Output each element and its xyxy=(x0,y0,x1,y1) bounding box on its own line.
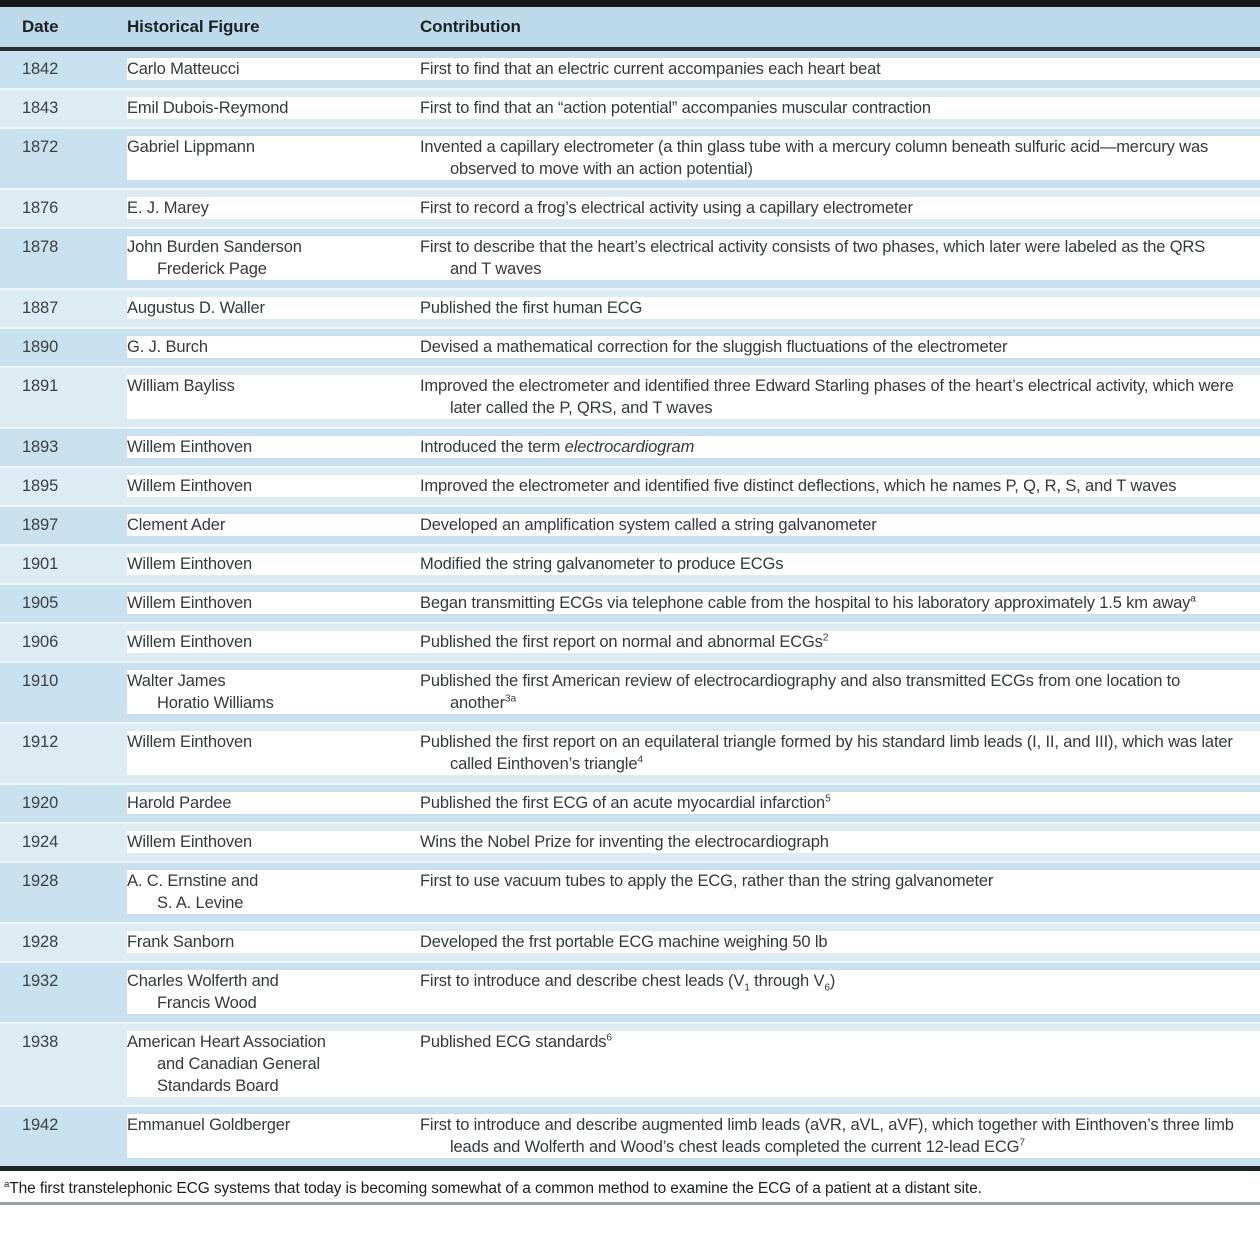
contribution-cell: First to introduce and describe augmented limb leads (aVR, aVL, aVF), which together with Einthoven’s three limb leads and Wolferth and Wood’s chest leads completed the current 12-lead ECG$^7$ xyxy=(420,1116,1234,1156)
date-cell: 1928 xyxy=(22,933,59,951)
contribution-cell: First to find that an “action potential” accompanies muscular contraction xyxy=(420,99,931,117)
contribution-cell: Developed the frst portable ECG machine weighing 50 lb xyxy=(420,933,828,951)
contribution-cell: Wins the Nobel Prize for inventing the electrocardiograph xyxy=(420,833,829,851)
table-row xyxy=(0,622,1260,661)
table-row xyxy=(0,861,1260,922)
table-row xyxy=(0,583,1260,622)
date-cell: 1876 xyxy=(22,199,59,217)
historical-figure-cell: Willem Einthoven xyxy=(127,592,1260,614)
historical-figure-cell: Emmanuel Goldberger xyxy=(127,1114,1260,1158)
date-cell: 1905 xyxy=(22,594,59,612)
table-row xyxy=(0,188,1260,227)
contribution-cell: Improved the electrometer and identified five distinct deflections, which he names P, Q, R, S, and T waves xyxy=(420,477,1177,495)
date-cell: 1924 xyxy=(22,833,59,851)
table-row xyxy=(0,783,1260,822)
table-row xyxy=(0,1022,1260,1105)
contribution-cell: Improved the electrometer and identified three Edward Starling phases of the heart’s electrical activity, which were later called the P, QRS, and T waves xyxy=(420,377,1234,417)
column-header-contribution: Contribution xyxy=(420,17,521,36)
historical-figure-cell: American Heart Association and Canadian General Standards Board xyxy=(127,1031,1260,1097)
contribution-cell: First to find that an electric current accompanies each heart beat xyxy=(420,60,881,78)
historical-figure-cell: John Burden Sanderson Frederick Page xyxy=(127,236,1260,280)
contribution-cell: Published the first human ECG xyxy=(420,299,643,317)
column-header-date: Date xyxy=(22,17,59,36)
table-row xyxy=(0,88,1260,127)
historical-figure-cell: Willem Einthoven xyxy=(127,631,1260,653)
table-row xyxy=(0,327,1260,366)
footnote xyxy=(0,1171,1260,1202)
table-row xyxy=(0,922,1260,961)
date-cell: 1897 xyxy=(22,516,59,534)
historical-figure-cell: A. C. Ernstine and S. A. Levine xyxy=(127,870,1260,914)
historical-figure-cell: Frank Sanborn xyxy=(127,931,1260,953)
footnote-marker: a xyxy=(4,1178,10,1190)
date-cell: 1895 xyxy=(22,477,59,495)
historical-figure-cell: Charles Wolferth and Francis Wood xyxy=(127,970,1260,1014)
date-cell: 1906 xyxy=(22,633,59,651)
table-row xyxy=(0,127,1260,188)
contribution-cell: Published the first report on normal and abnormal ECGs$^2$ xyxy=(420,632,829,651)
historical-figure-cell: Willem Einthoven xyxy=(127,731,1260,775)
contribution-cell: Modified the string galvanometer to produce ECGs xyxy=(420,555,784,573)
contribution-cell: Published the first American review of electrocardiography and also transmitted ECGs from one location to another$^{3a}$ xyxy=(420,672,1181,712)
date-cell: 1928 xyxy=(22,872,59,890)
table-row xyxy=(0,366,1260,427)
date-cell: 1910 xyxy=(22,672,59,690)
figure-bottom-border xyxy=(0,1202,1260,1205)
historical-figure-cell: Gabriel Lippmann xyxy=(127,136,1260,180)
contribution-cell: Invented a capillary electrometer (a thin glass tube with a mercury column beneath sulfuric acid—mercury was observed to move with an action potential) xyxy=(420,138,1209,178)
historical-figure-cell: Willem Einthoven xyxy=(127,831,1260,853)
contribution-cell: Published ECG standards$^6$ xyxy=(420,1032,612,1051)
contribution-cell: First to record a frog’s electrical activity using a capillary electrometer xyxy=(420,199,913,217)
table-header-row xyxy=(0,7,1260,47)
historical-figure-cell: Harold Pardee xyxy=(127,792,1260,814)
historical-figure-cell: Willem Einthoven xyxy=(127,553,1260,575)
contribution-cell: Began transmitting ECGs via telephone cable from the hospital to his laboratory approximately 1.5 km away$^a$ xyxy=(420,593,1196,612)
footnote-text: The first transtelephonic ECG systems that today is becoming somewhat of a common method to examine the ECG of a patient at a distant site. xyxy=(9,1180,982,1197)
table-row xyxy=(0,505,1260,544)
date-cell: 1891 xyxy=(22,377,59,395)
contribution-cell: Devised a mathematical correction for the sluggish fluctuations of the electrometer xyxy=(420,338,1008,356)
date-cell: 1872 xyxy=(22,138,59,156)
table-row xyxy=(0,661,1260,722)
contribution-cell: First to introduce and describe chest leads ($V_1$ through $V_6$) xyxy=(420,972,836,994)
table-row xyxy=(0,822,1260,861)
table-row xyxy=(0,466,1260,505)
contribution-cell: First to use vacuum tubes to apply the ECG, rather than the string galvanometer xyxy=(420,872,994,890)
date-cell: 1901 xyxy=(22,555,59,573)
historical-figure-cell: William Bayliss xyxy=(127,375,1260,419)
date-cell: 1920 xyxy=(22,794,59,812)
date-cell: 1842 xyxy=(22,60,59,78)
historical-figure-cell: Willem Einthoven xyxy=(127,436,1260,458)
table-row xyxy=(0,544,1260,583)
table-row xyxy=(0,427,1260,466)
table-row xyxy=(0,288,1260,327)
date-cell: 1938 xyxy=(22,1033,59,1051)
contribution-cell: First to describe that the heart’s electrical activity consists of two phases, which later were labeled as the QRS and T waves xyxy=(420,238,1206,278)
date-cell: 1893 xyxy=(22,438,59,456)
historical-figure-cell: E. J. Marey xyxy=(127,197,1260,219)
date-cell: 1932 xyxy=(22,972,59,990)
contribution-cell: Developed an amplification system called a string galvanometer xyxy=(420,516,877,534)
table-row xyxy=(0,51,1260,88)
date-cell: 1887 xyxy=(22,299,59,317)
contribution-cell: Introduced the term electrocardiogram xyxy=(420,438,695,456)
table-row xyxy=(0,722,1260,783)
contribution-cell: Published the first ECG of an acute myocardial infarction$^5$ xyxy=(420,793,831,812)
date-cell: 1878 xyxy=(22,238,59,256)
column-header-historical-figure: Historical Figure xyxy=(127,17,260,36)
date-cell: 1912 xyxy=(22,733,59,751)
table-row xyxy=(0,227,1260,288)
historical-figure-cell: Carlo Matteucci xyxy=(127,58,1260,80)
date-cell: 1942 xyxy=(22,1116,59,1134)
historical-figure-cell: G. J. Burch xyxy=(127,336,1260,358)
historical-figure-cell: Willem Einthoven xyxy=(127,475,1260,497)
table-row xyxy=(0,1105,1260,1166)
contribution-cell: Published the first report on an equilateral triangle formed by his standard limb leads (I, II, and III), which was later called Einthoven’s triangle$^4$ xyxy=(420,733,1233,773)
table-body xyxy=(0,51,1260,1166)
date-cell: 1890 xyxy=(22,338,59,356)
historical-figure-cell: Emil Dubois-Reymond xyxy=(127,97,1260,119)
table-row xyxy=(0,961,1260,1022)
table-top-rule xyxy=(0,0,1260,7)
date-cell: 1843 xyxy=(22,99,59,117)
historical-figure-cell: Walter James Horatio Williams xyxy=(127,670,1260,714)
historical-figure-cell: Clement Ader xyxy=(127,514,1260,536)
historical-figure-cell: Augustus D. Waller xyxy=(127,297,1260,319)
